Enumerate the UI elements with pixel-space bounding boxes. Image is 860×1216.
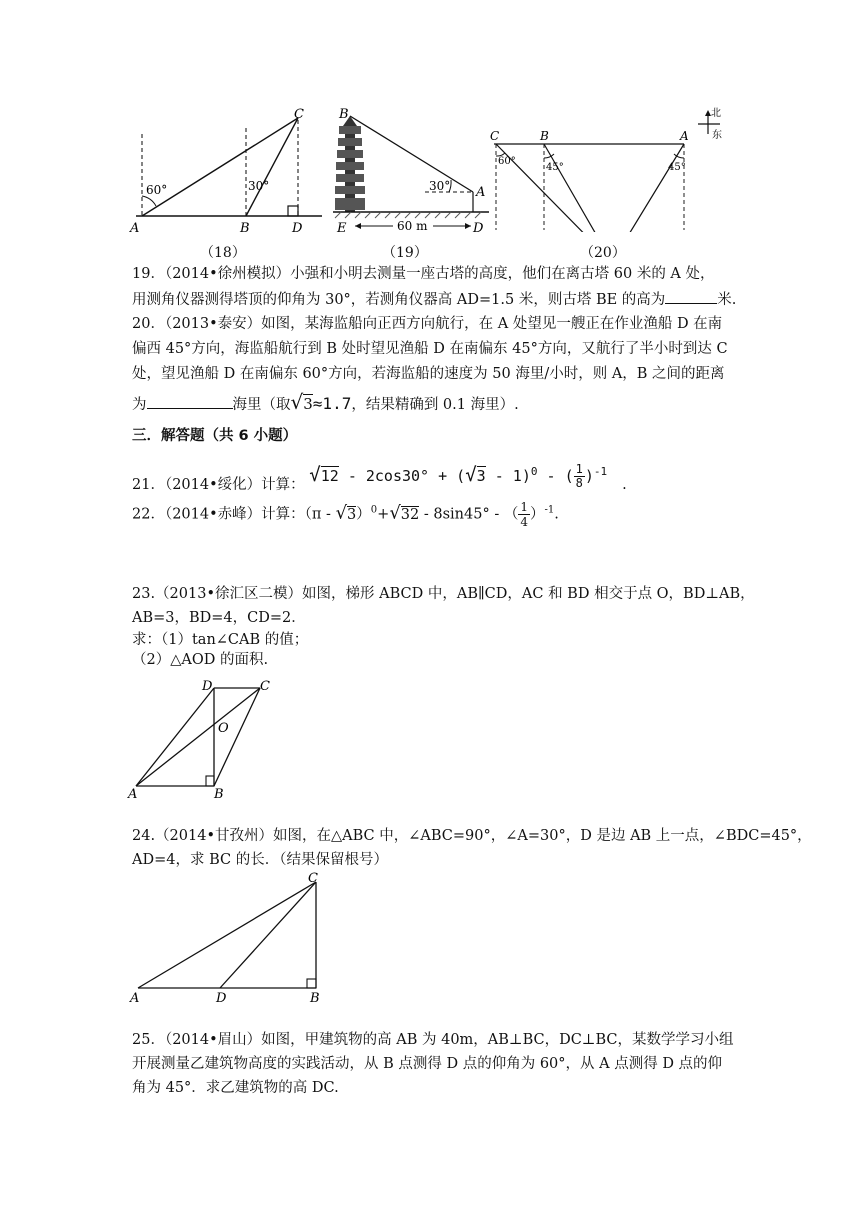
fig20-label-45b: 45° [546,162,564,173]
fig20-label-c: C [490,129,500,143]
q20-line4-mid: 海里（取 [232,397,291,413]
q21-expm1: -1 [593,465,608,478]
q21-sqrt3: 3 [476,467,486,485]
fig18-caption: （18） [200,245,246,261]
q21-prefix: 21．（2014•绥化）计算： [132,477,305,493]
fig18-label-d: D [292,221,303,234]
fig18-label-60: 60° [146,183,168,197]
q19-line2 [132,289,736,310]
q19-line2-text: 用测角仪器测得塔顶的仰角为 30°，若测角仪器高 AD=1.5 米，则古塔 BE 的高为 [132,292,666,308]
q21-sqrt12: 12 [320,467,339,485]
fig19-label-b: B [339,107,349,122]
fig18-label-a: A [130,221,140,234]
q20-line4-end: ，结果精确到 0.1 海里）. [351,397,519,413]
sqrt-icon: √ [335,502,348,524]
fig20-label-a: A [680,129,689,143]
fig20-caption: （20） [580,245,626,261]
q21-expression [309,462,616,490]
q25-line3: 角为 45°．求乙建筑物的高 DC. [132,1080,339,1096]
fig19-label-d: D [473,221,484,234]
pagoda-icon [335,116,365,212]
fig18-label-b: B [240,221,250,234]
q21-term3: - ( [546,467,574,485]
fig20-label-45a: 45° [668,162,686,173]
q21-term1: - 2cos30° + ( [347,467,466,485]
q22-term2: - 8sin45° - （ [423,506,519,523]
q23-line4: （2）△AOD 的面积. [132,652,269,668]
q22-end: . [554,506,559,523]
q20-line1: 20．（2013•泰安）如图，某海监船向正西方向航行，在 A 处望见一艘正在作业渔船 D 在南 [132,316,723,332]
q22-expm1: -1 [544,504,555,516]
fig24-label-b: B [310,991,320,1004]
sqrt-icon: √ [389,502,401,524]
q21-end: . [622,477,627,493]
q19-answer-blank[interactable] [665,289,717,304]
fig23-label-c: C [260,679,270,694]
q22-exp0: 0 [370,504,378,516]
q22-plus: + [377,506,390,523]
fig18-label-30: 30° [248,179,270,193]
q21-exp0: 0 [530,465,538,478]
q19-line2-end: 米. [717,292,737,308]
q20-sqrt-value: 3 [303,395,313,413]
sqrt-icon: √ [465,464,477,486]
figure-24-triangle [126,870,336,1004]
q21-term4: ) [584,467,594,485]
q21 [132,462,627,498]
sqrt-icon: √ [290,390,304,414]
fig23-label-d: D [202,679,213,694]
q23-line3: 求：（1）tan∠CAB 的值； [132,632,309,648]
fig19-label-dist: 60 m [397,219,428,233]
section-title: 三．解答题（共 6 小题） [132,428,298,444]
q23-line1: 23.（2013•徐汇区二模）如图，梯形 ABCD 中，AB∥CD，AC 和 BD 相交于点 O，BD⊥AB， [132,586,755,602]
fig19-label-30: 30° [429,179,451,193]
fig19-caption: （19） [382,245,428,261]
q21-frac-num: 1 [575,462,583,476]
fig18-label-c: C [294,107,304,122]
q20-line2: 偏西 45°方向，海监船航行到 B 处时望见渔船 D 在南偏东 45°方向，又航行了半小时到达 C [132,341,728,357]
q25-line2: 开展测量乙建筑物高度的实践活动，从 B 点测得 D 点的仰角为 60°，从 A 点测得 D 点的仰 [132,1056,723,1072]
q20-answer-blank[interactable] [147,394,233,409]
fig19-label-e: E [337,221,347,234]
fig24-label-d: D [216,991,227,1004]
q22 [132,500,559,536]
q22-frac-num: 1 [520,500,528,514]
fig20-label-60: 60° [498,156,516,167]
fig19-label-a: A [476,185,486,200]
fig23-label-o: O [218,721,229,736]
q24-line1: 24.（2014•甘孜州）如图，在△ABC 中，∠ABC=90°，∠A=30°，D 是边 AB 上一点，∠BDC=45°， [132,828,812,844]
q22-sqrt3: 3 [347,506,357,523]
fig23-label-b: B [214,787,224,800]
fig23-label-a: A [128,787,138,800]
fig20-label-east: 东 [712,130,722,141]
q20-line4-prefix: 为 [132,397,147,413]
q22-frac-den: 4 [520,515,528,529]
q22-sqrt32: 32 [400,506,420,523]
figure-19 [333,104,493,234]
q20-line3: 处，望见渔船 D 在南偏东 60°方向，若海监船的速度为 50 海里/小时，则 A，B 之间的距离 [132,366,725,382]
fig20-label-b: B [540,129,549,143]
q20-approx: ≈1.7 [312,394,352,413]
q19-line1: 19．（2014•徐州模拟）小强和小明去测量一座古塔的高度，他们在离古塔 60 米的 A 处， [132,266,715,282]
q25-line1: 25．（2014•眉山）如图，甲建筑物的高 AB 为 40m，AB⊥BC，DC⊥BC，某数学学习小组 [132,1032,734,1048]
q23-line2: AB=3，BD=4，CD=2． [132,610,306,626]
q24-line2: AD=4，求 BC 的长．（结果保留根号） [132,852,388,868]
q22-term1: ） [356,506,371,523]
fig24-label-c: C [308,871,318,886]
q22-term3: ） [529,506,545,523]
figure-23-trapezoid [126,676,286,800]
q20-line4 [132,392,519,415]
figure-18 [126,104,336,234]
q21-term2: - 1) [494,467,531,485]
fig24-label-a: A [130,991,140,1004]
q21-frac-den: 8 [575,476,583,490]
q22-prefix: 22．（2014•赤峰）计算：（π - [132,506,336,523]
figure-20 [488,104,728,234]
fig20-label-north: 北 [711,108,721,119]
sqrt-icon: √ [309,464,321,486]
